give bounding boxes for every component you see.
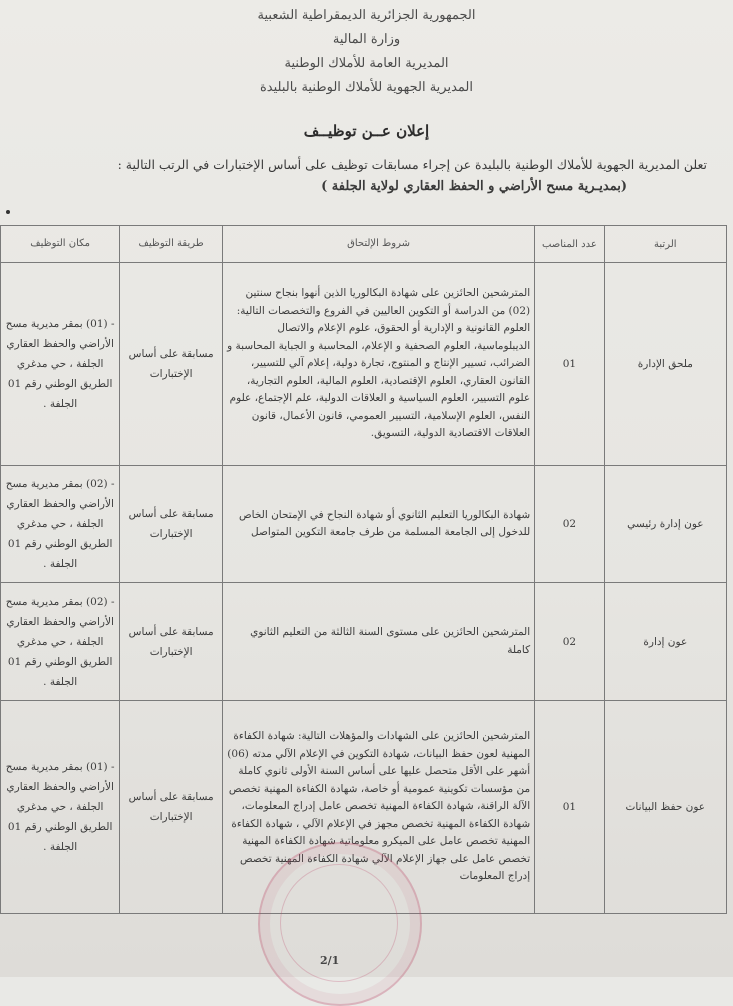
recruitment-table	[0, 225, 727, 914]
intro-subtitle: (بمديـرية مسح الأراضي و الحفظ العقاري لولاية الجلفة )	[321, 179, 627, 194]
cell-rank: ملحق الإدارة	[604, 263, 726, 466]
page-number: 2/1	[320, 954, 340, 967]
cell-posts: 01	[535, 701, 604, 914]
table-row	[1, 466, 727, 583]
cell-conditions: شهادة البكالوريا التعليم الثانوي أو شهادة النجاح في الإمتحان الخاص للدخول إلى الجامعة المسلمة من طرف جامعة التكوين المتواصل	[222, 466, 534, 583]
header-posts: عدد المناصب	[535, 226, 604, 263]
table-row	[1, 583, 727, 701]
table-header-row	[1, 226, 727, 263]
table-row	[1, 701, 727, 914]
cell-place: - (01) بمقر مديرية مسح الأراضي والحفظ العقاري الجلفة ، حي مدغري الطريق الوطني رقم 01 الجلفة .	[1, 263, 120, 466]
cell-conditions: المترشحين الحائزين على الشهادات والمؤهلات التالية: شهادة الكفاءة المهنية لعون حفظ البيانات، شهادة التكوين في الإعلام الآلي مدته (06) أشهر على الأقل متحصل عليها على أساس السنة الأولى ثانوي كاملة من مؤسسات تكوينية عمومية أو خاصة، شهادة الكفاءة المهنية تخصص الآلة الراقنة، شهادة الكفاءة المهنية تخصص عامل إدراج المعلومات، شهادة الكفاءة المهنية تخصص مجهز في الإعلام الآلي ، شهادة الكفاءة المهنية تخصص عامل على الميكرو معلوماتية شهادة الكفاءة المهنية تخصص عامل على جهاز الإعلام الآلي شهادة الكفاءة المهنية تخصص إدراج المعلومات	[222, 701, 534, 914]
cell-posts: 02	[535, 466, 604, 583]
table-row	[1, 263, 727, 466]
cell-rank: عون حفظ البيانات	[604, 701, 726, 914]
intro-paragraph	[17, 154, 707, 198]
header-rank: الرتبة	[604, 226, 726, 263]
letterhead-line-regional-directorate: المديرية الجهوية للأملاك الوطنية بالبليدة	[259, 80, 473, 95]
letterhead	[0, 4, 733, 100]
intro-text: تعلن المديرية الجهوية للأملاك الوطنية بالبليدة عن إجراء مسابقات توظيف على أساس الإختبارات في الرتب التالية :	[117, 157, 707, 172]
header-conditions: شروط الإلتحاق	[222, 226, 534, 263]
letterhead-line-directorate-general: المديرية العامة للأملاك الوطنية	[284, 56, 449, 71]
header-method: طريقة التوظيف	[120, 226, 223, 263]
cell-method: مسابقة على أساس الإختبارات	[120, 263, 223, 466]
header-place: مكان التوظيف	[1, 226, 120, 263]
cell-method: مسابقة على أساس الإختبارات	[120, 466, 223, 583]
margin-dot	[6, 210, 10, 214]
cell-conditions: المترشحين الحائزين على شهادة البكالوريا الذين أنهوا بنجاح سنتين (02) من الدراسة أو التكوين العاليين في الفروع والتخصصات التالية: العلوم القانونية و الإدارية أو الحقوق، علوم الإعلام والاتصال الديبلوماسية، العلوم الصحفية و الإعلام، المحاسبة و الجباية المحاسبة و الضرائب، تسيير الإنتاج و المنتوج، تجارة دولية، إعلام آلي للتسيير، القانون العقاري، العلوم الإقتصادية، العلوم المالية، العلوم التجارية، علوم التسيير، العلوم السياسية و العلاقات الدولية، علم الإجتماع، علوم النفس، العلوم الإسلامية، التسيير العمومي، قانون الأعمال، قانون العلاقات الاقتصادية الدولية، التسويق.	[222, 263, 534, 466]
letterhead-line-ministry: وزارة المالية	[332, 32, 401, 47]
cell-posts: 02	[535, 583, 604, 701]
cell-place: - (01) بمقر مديرية مسح الأراضي والحفظ العقاري الجلفة ، حي مدغري الطريق الوطني رقم 01 الجلفة .	[1, 701, 120, 914]
cell-rank: عون إدارة رئيسي	[604, 466, 726, 583]
cell-rank: عون إدارة	[604, 583, 726, 701]
cell-method: مسابقة على أساس الإختبارات	[120, 583, 223, 701]
cell-posts: 01	[535, 263, 604, 466]
page-title: إعلان عــن توظيــف	[303, 122, 430, 140]
cell-place: - (02) بمقر مديرية مسح الأراضي والحفظ العقاري الجلفة ، حي مدغري الطريق الوطني رقم 01 الجلفة .	[1, 466, 120, 583]
cell-conditions: المترشحين الحائزين على مستوى السنة الثالثة من التعليم الثانوي كاملة	[222, 583, 534, 701]
cell-place: - (02) بمقر مديرية مسح الأراضي والحفظ العقاري الجلفة ، حي مدغري الطريق الوطني رقم 01 الجلفة .	[1, 583, 120, 701]
cell-method: مسابقة على أساس الإختبارات	[120, 701, 223, 914]
letterhead-line-republic: الجمهورية الجزائرية الديمقراطية الشعبية	[257, 8, 476, 23]
